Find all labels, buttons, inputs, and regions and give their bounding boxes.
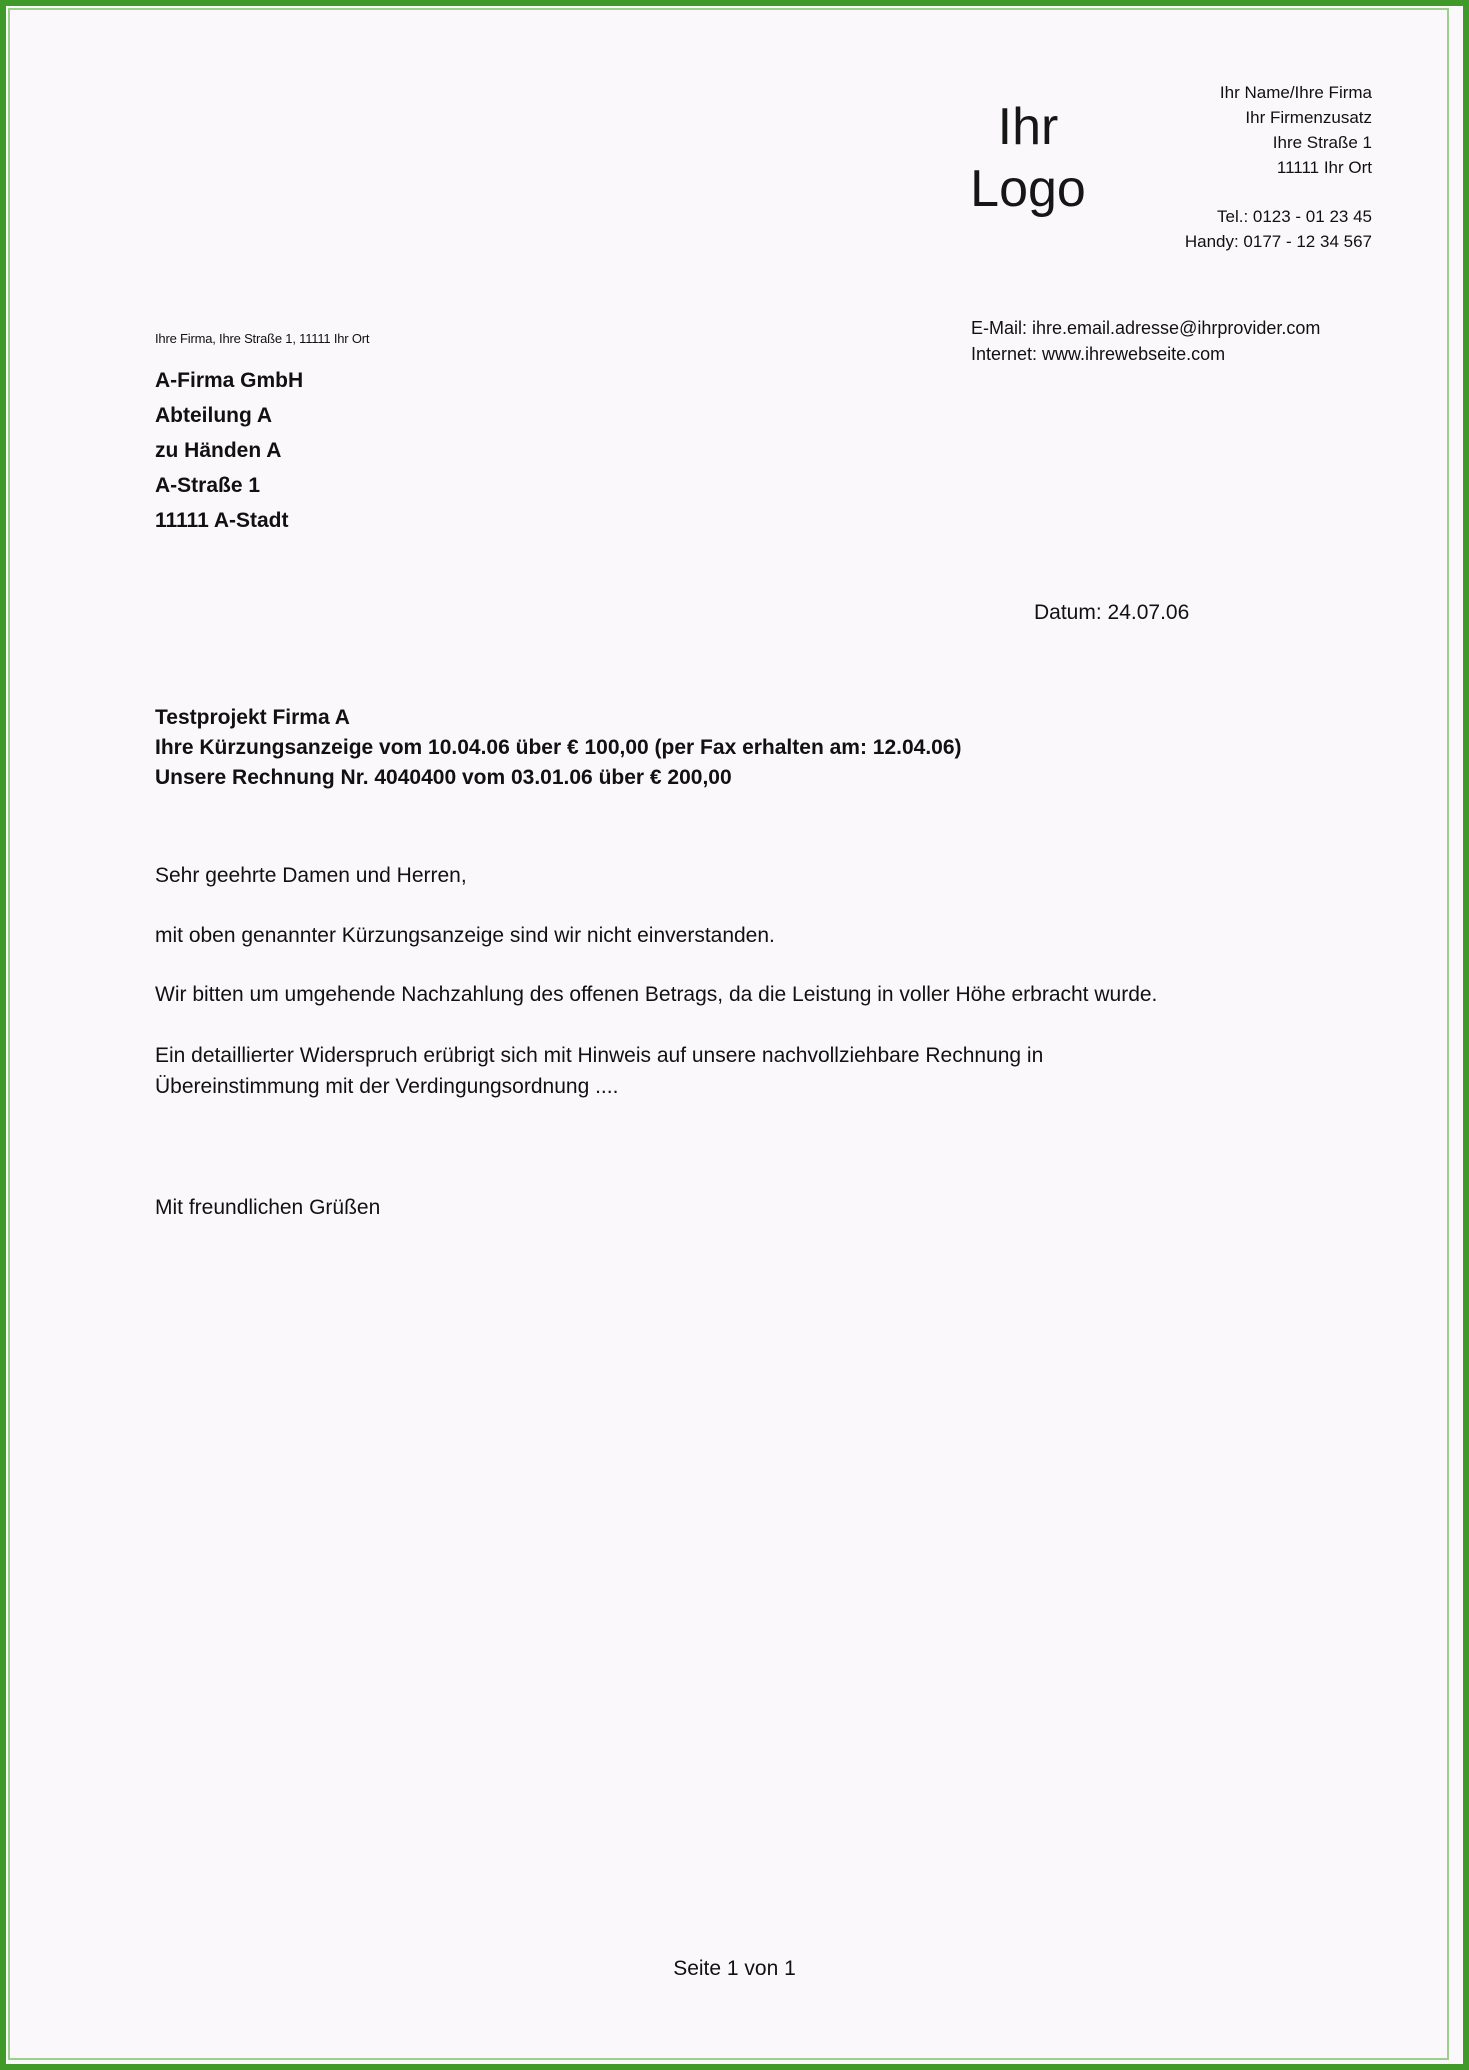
salutation: Sehr geehrte Damen und Herren, [155, 864, 467, 887]
subject-line-1: Testprojekt Firma A [155, 706, 350, 729]
subject-line-3: Unsere Rechnung Nr. 4040400 vom 03.01.06 über € 200,00 [155, 766, 732, 789]
sender-street: Ihre Straße 1 [1272, 133, 1372, 152]
recipient-city: 11111 A-Stadt [155, 509, 289, 532]
recipient-department: Abteilung A [155, 404, 273, 427]
logo-line-1: Ihr [997, 98, 1059, 156]
recipient-address [155, 363, 303, 538]
sender-addition: Ihr Firmenzusatz [1245, 108, 1372, 127]
subject-line-2: Ihre Kürzungsanzeige vom 10.04.06 über € 100,00 (per Fax erhalten am: 12.04.06) [155, 736, 962, 759]
paragraph-2: Wir bitten um umgehende Nachzahlung des offenen Betrags, da die Leistung in voller Höhe erbracht wurde. [155, 983, 1158, 1006]
paragraph-1: mit oben genannter Kürzungsanzeige sind wir nicht einverstanden. [155, 924, 775, 947]
sender-contact-block [971, 315, 1320, 367]
recipient-street: A-Straße 1 [155, 474, 261, 497]
recipient-attention: zu Händen A [155, 439, 282, 462]
sender-spacer [1185, 180, 1372, 204]
logo-line-2: Logo [970, 160, 1086, 218]
sender-name: Ihr Name/Ihre Firma [1219, 83, 1372, 102]
sender-city: 11111 Ihr Ort [1276, 158, 1372, 177]
sender-internet: Internet: www.ihrewebseite.com [971, 344, 1226, 364]
closing: Mit freundlichen Grüßen [155, 1196, 381, 1219]
page-number: Seite 1 von 1 [673, 1957, 796, 1980]
paragraph-3-line-2: Übereinstimmung mit der Verdingungsordnung .... [155, 1075, 619, 1098]
return-address-line: Ihre Firma, Ihre Straße 1, 11111 Ihr Ort [155, 331, 370, 346]
paragraph-3 [155, 1040, 1043, 1102]
sender-email: E-Mail: ihre.email.adresse@ihrprovider.com [971, 318, 1321, 338]
sender-mobile: Handy: 0177 - 12 34 567 [1184, 232, 1372, 251]
letter-date: Datum: 24.07.06 [1034, 601, 1190, 624]
sender-phone: Tel.: 0123 - 01 23 45 [1216, 207, 1372, 226]
paragraph-3-line-1: Ein detaillierter Widerspruch erübrigt sich mit Hinweis auf unsere nachvollziehbare Rechnung in [155, 1044, 1044, 1067]
sender-block [1185, 80, 1372, 254]
recipient-company: A-Firma GmbH [155, 369, 304, 392]
subject-block [155, 703, 962, 793]
logo-placeholder [966, 96, 1090, 220]
